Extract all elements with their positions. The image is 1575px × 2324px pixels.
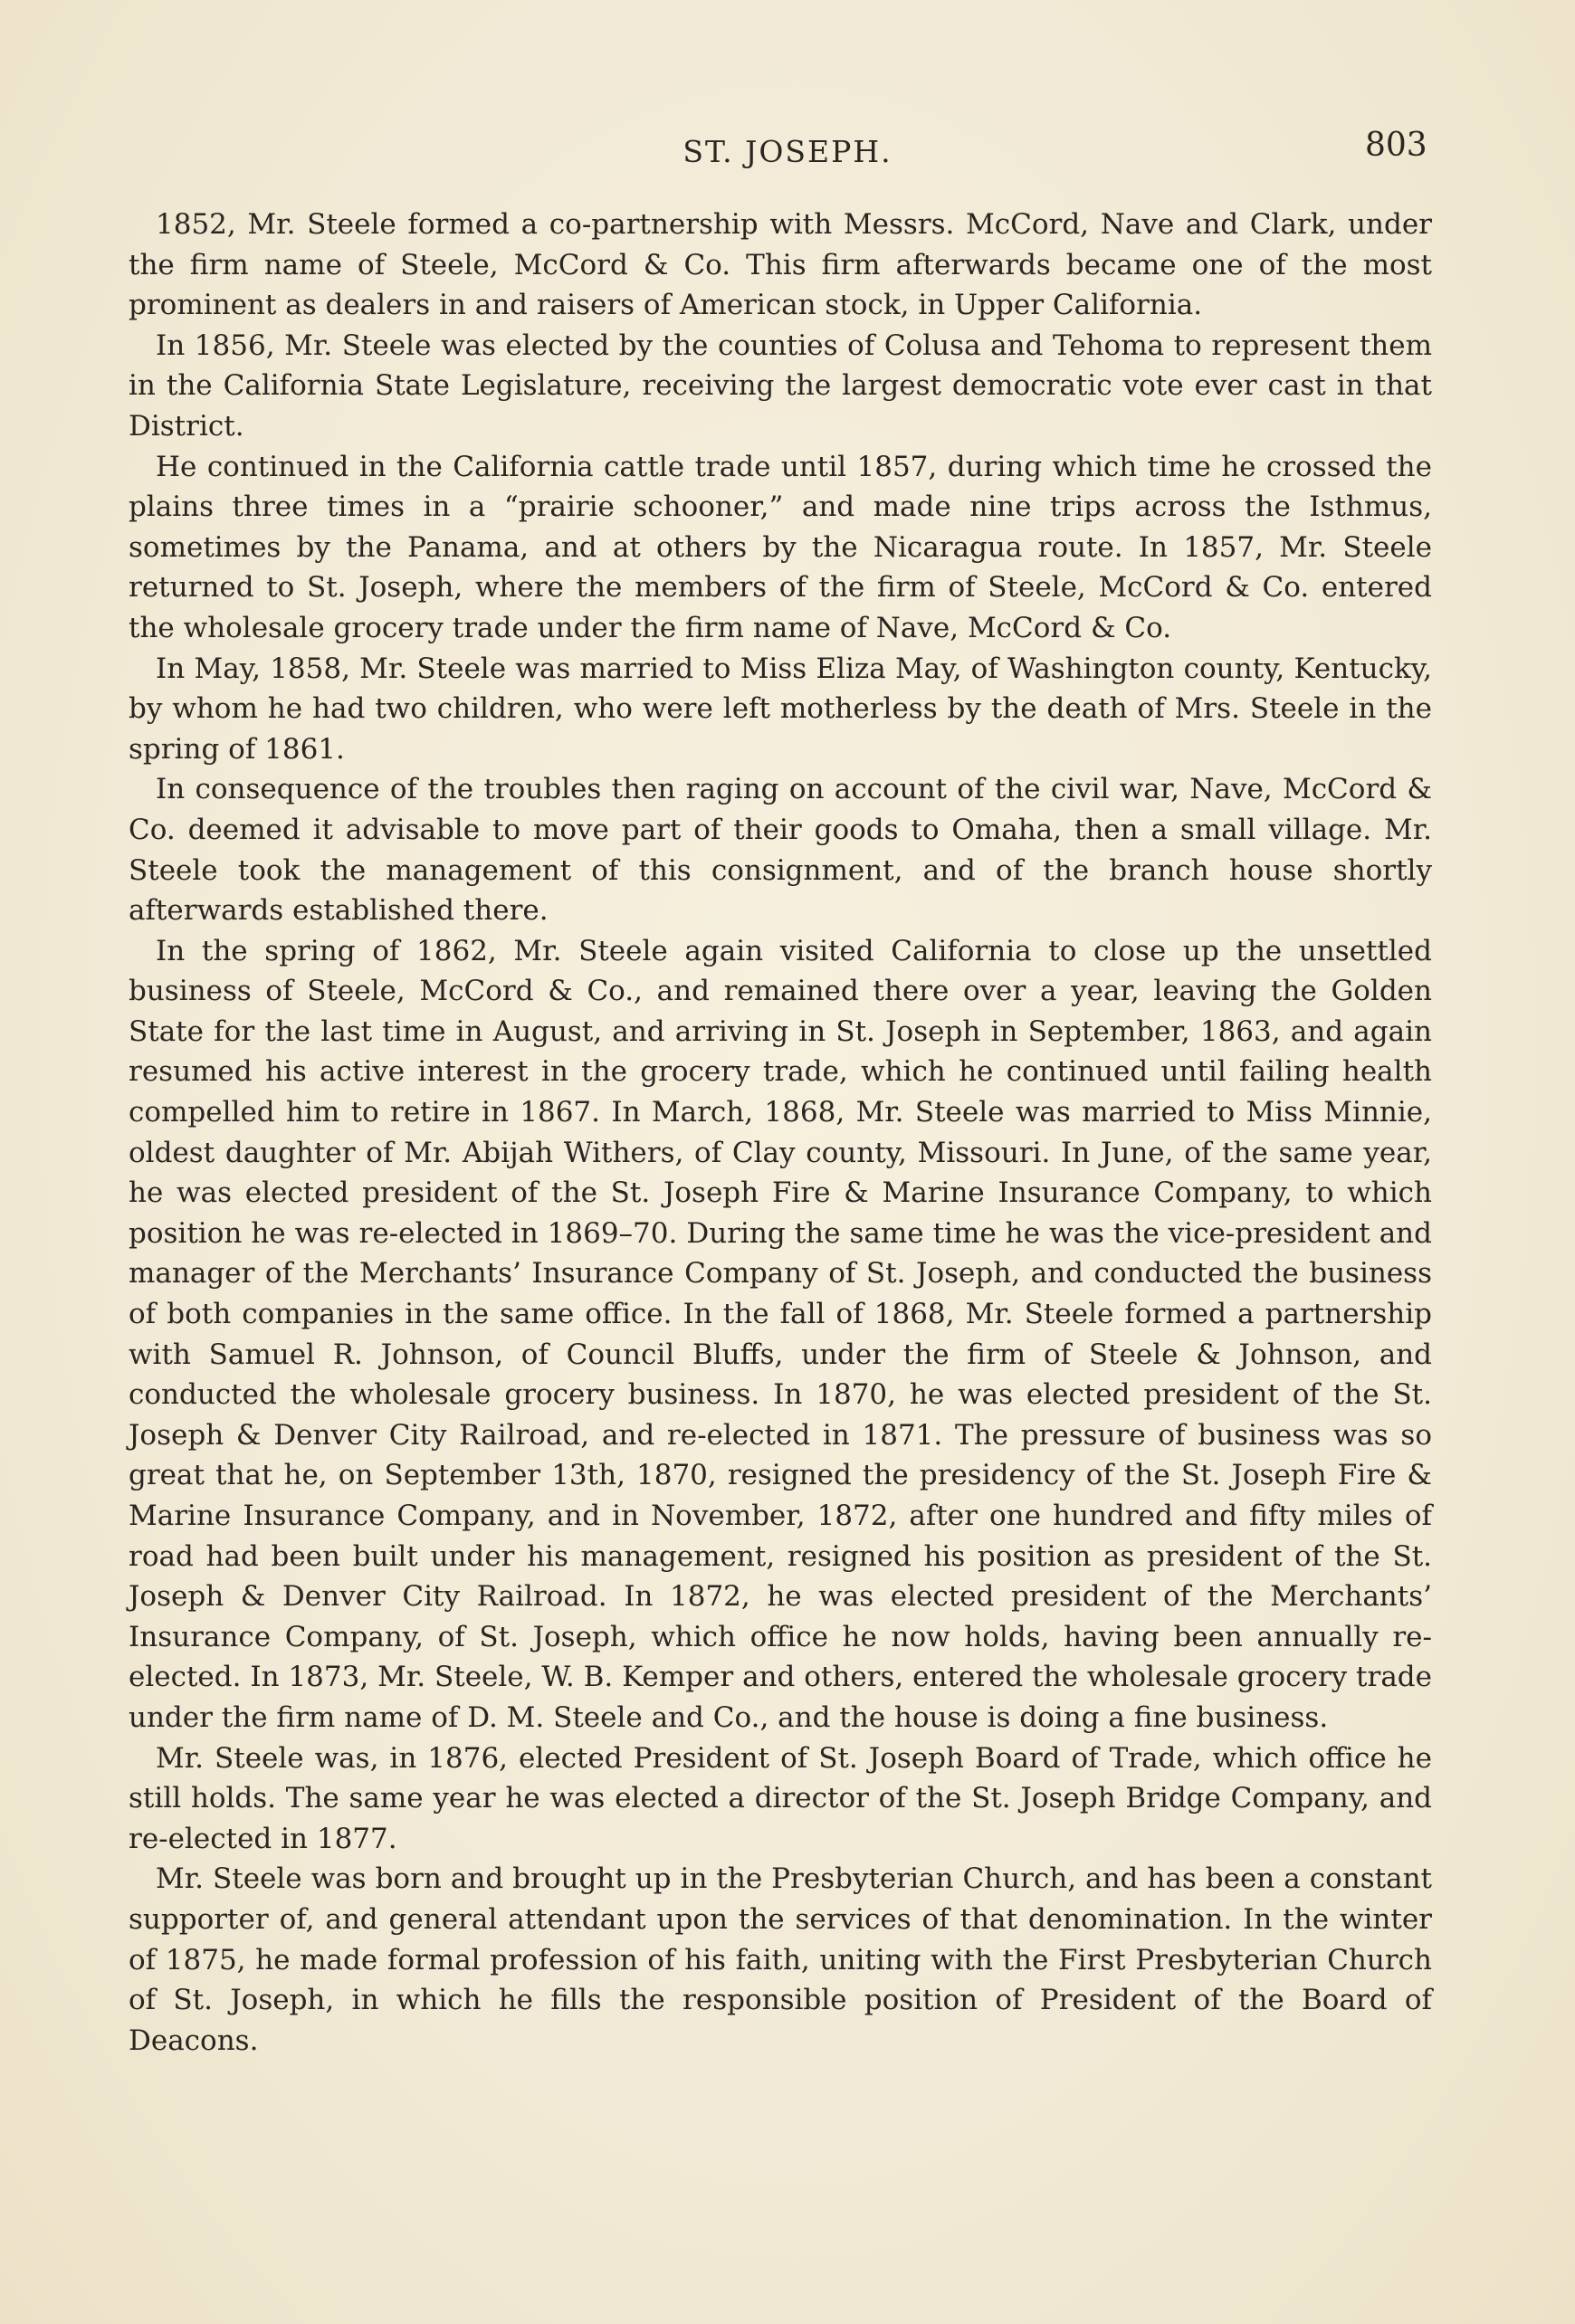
page-number: 803: [1365, 127, 1427, 164]
paragraph-first-marriage: In May, 1858, Mr. Steele was married to Miss Eliza May, of Washington county, Kentucky, by whom he had two children, who were left motherless by the death of Mrs. Steele in the spring of 1861.: [129, 652, 1432, 766]
paragraph-cattle-trade: He continued in the California cattle trade until 1857, during which time he crossed the plains three times in a “prairie schooner,” and made nine trips across the Isthmus, sometimes by the Panama, and at others by the Nicaragua route. In 1857, Mr. Steele returned to St. Joseph, where the members of the firm of Steele, McCord & Co. entered the wholesale grocery trade under the firm name of Nave, McCord & Co.: [129, 450, 1432, 644]
paragraph-board-of-trade: Mr. Steele was, in 1876, elected President of St. Joseph Board of Trade, which office he still holds. The same year he was elected a director of the St. Joseph Bridge Company, and re-elected in 1877.: [129, 1741, 1432, 1855]
body-text: [129, 205, 1432, 2061]
paragraph-church: Mr. Steele was born and brought up in the Presbyterian Church, and has been a constant supporter of, and general attendant upon the services of that denomination. In the winter of 1875, he made formal profession of his faith, uniting with the First Presbyterian Church of St. Joseph, in which he fills the responsible position of President of the Board of Deacons.: [129, 1862, 1432, 2057]
paragraph-omaha: In consequence of the troubles then raging on account of the civil war, Nave, McCord & Co. deemed it advisable to move part of their goods to Omaha, then a small village. Mr. Steele took the management of this consignment, and of the branch house shortly afterwards established there.: [129, 773, 1432, 928]
paragraph-legislature: In 1856, Mr. Steele was elected by the counties of Colusa and Tehoma to represent them in the California State Legislature, receiving the largest democratic vote ever cast in that District.: [129, 329, 1432, 443]
paragraph-career: In the spring of 1862, Mr. Steele again visited California to close up the unsettled business of Steele, McCord & Co., and remained there over a year, leaving the Golden State for the last time in August, and arriving in St. Joseph in September, 1863, and again resumed his active interest in the grocery trade, which he continued until failing health compelled him to retire in 1867. In March, 1868, Mr. Steele was married to Miss Minnie, oldest daughter of Mr. Abijah Withers, of Clay county, Missouri. In June, of the same year, he was elected president of the St. Joseph Fire & Marine Insurance Company, to which position he was re-elected in 1869–70. During the same time he was the vice-president and manager of the Merchants’ Insurance Company of St. Joseph, and conducted the business of both companies in the same office. In the fall of 1868, Mr. Steele formed a partnership with Samuel R. Johnson, of Council Bluffs, under the firm of Steele & Johnson, and conducted the wholesale grocery business. In 1870, he was elected president of the St. Joseph & Denver City Railroad, and re-elected in 1871. The pressure of business was so great that he, on September 13th, 1870, resigned the presidency of the St. Joseph Fire & Marine Insurance Company, and in November, 1872, after one hundred and fifty miles of road had been built under his management, resigned his position as president of the St. Joseph & Denver City Railroad. In 1872, he was elected president of the Merchants’ Insurance Company, of St. Joseph, which office he now holds, having been annually re-elected. In 1873, Mr. Steele, W. B. Kemper and others, entered the wholesale grocery trade under the firm name of D. M. Steele and Co., and the house is doing a fine business.: [129, 934, 1432, 1734]
running-head: ST. JOSEPH.: [682, 134, 892, 169]
paragraph-partnership: 1852, Mr. Steele formed a co-partnership with Messrs. McCord, Nave and Clark, under the firm name of Steele, McCord & Co. This firm afterwards became one of the most prominent as dealers in and raisers of American stock, in Upper California.: [129, 208, 1432, 322]
